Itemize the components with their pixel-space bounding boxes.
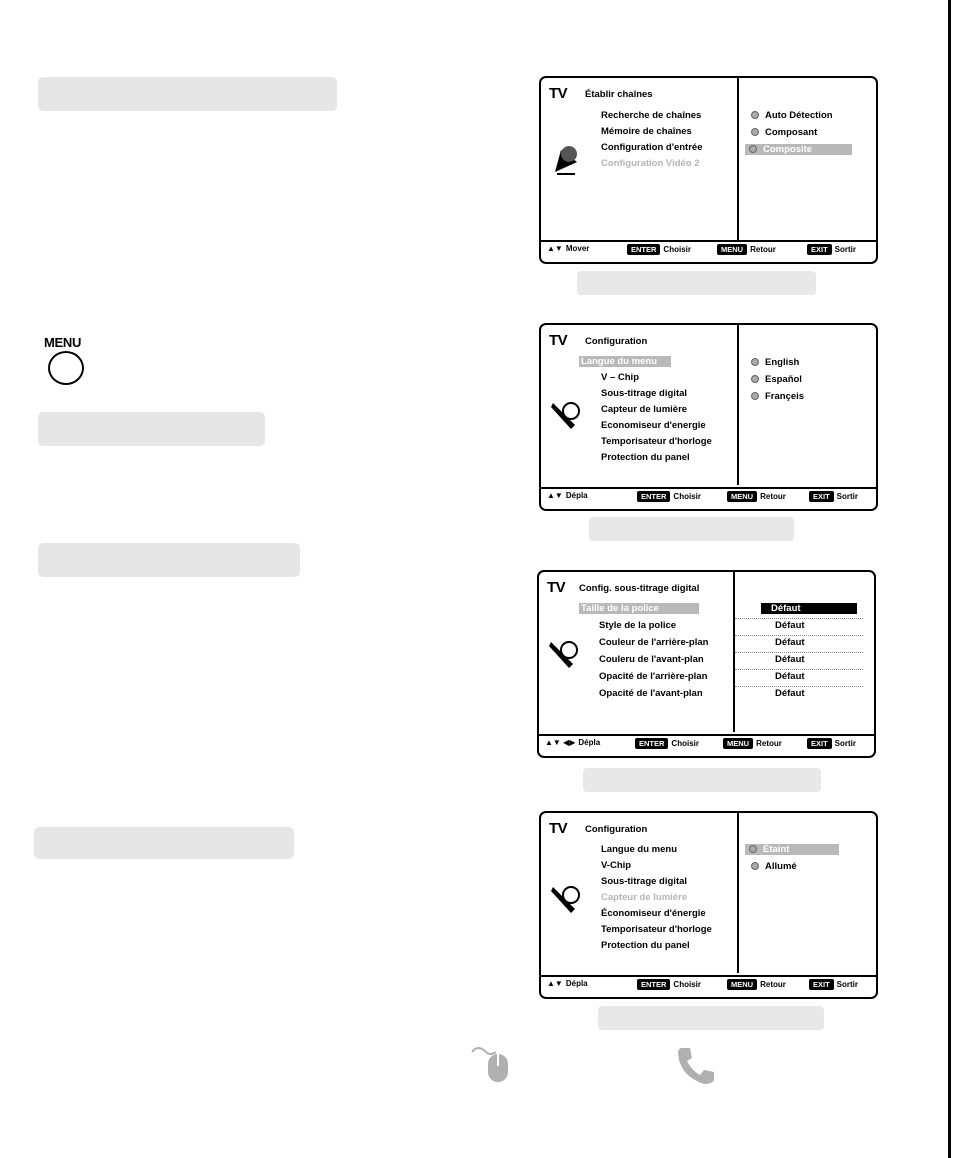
- menu-item[interactable]: V – Chip: [601, 372, 640, 383]
- menu-item[interactable]: Économiseur d'énergie: [601, 908, 706, 919]
- menu-item[interactable]: V-Chip: [601, 860, 632, 871]
- footer-move: ▲▼ ◀▶ Dépla: [545, 738, 601, 747]
- menu-item[interactable]: Style de la police: [599, 620, 677, 631]
- menu-title: Établir chaînes: [585, 89, 653, 100]
- footer-enter: ENTER Choisir: [637, 979, 701, 990]
- footer-menu: MENU Retour: [723, 738, 782, 749]
- footer-menu: MENU Retour: [727, 491, 786, 502]
- footer-exit: EXIT Sortir: [807, 738, 856, 749]
- menu-item[interactable]: Configuration Vidéo 2: [601, 158, 700, 169]
- value-item[interactable]: Défaut: [775, 637, 805, 648]
- menu-item[interactable]: Economiseur d'energie: [601, 420, 706, 431]
- menu-title: Configuration: [585, 336, 648, 347]
- value-item[interactable]: Défaut: [775, 654, 805, 665]
- menu-item[interactable]: Opacité de l'arrière-plan: [599, 671, 708, 682]
- screen1-caption: [577, 271, 816, 295]
- up-down-arrow-icon: ▲▼: [547, 979, 563, 988]
- tools-icon: [551, 881, 581, 915]
- step-label-3: [38, 543, 300, 577]
- up-down-arrow-icon: ▲▼: [547, 244, 563, 253]
- option-item[interactable]: Auto Détection: [751, 110, 833, 121]
- footer-menu: MENU Retour: [717, 244, 776, 255]
- menu-item[interactable]: Temporisateur d'horloge: [601, 436, 712, 447]
- menu-title: Configuration: [585, 824, 648, 835]
- value-dropdown[interactable]: Défaut: [761, 603, 857, 614]
- tv-logo: TV: [549, 332, 568, 349]
- option-item[interactable]: Composant: [751, 127, 817, 138]
- osd-screen-caption-config: [537, 570, 876, 758]
- footer-move: ▲▼ Mover: [547, 244, 590, 253]
- menu-item[interactable]: Protection du panel: [601, 940, 690, 951]
- menu-title: Config. sous-titrage digital: [579, 583, 700, 594]
- option-item-selected[interactable]: Étaint: [745, 844, 839, 855]
- step-label-2: [38, 412, 265, 446]
- footer-exit: EXIT Sortir: [809, 979, 858, 990]
- menu-item[interactable]: Couleru de l'avant-plan: [599, 654, 704, 665]
- screen3-caption: [583, 768, 821, 792]
- value-item[interactable]: Défaut: [775, 620, 805, 631]
- osd-screen-configuration-language: [539, 323, 878, 511]
- option-item[interactable]: English: [751, 357, 799, 368]
- screen4-caption: [598, 1006, 824, 1030]
- menu-button[interactable]: [48, 351, 84, 385]
- value-item[interactable]: Défaut: [775, 671, 805, 682]
- option-item[interactable]: Françeis: [751, 391, 804, 402]
- value-item[interactable]: Défaut: [775, 688, 805, 699]
- menu-item[interactable]: Mémoire de chaînes: [601, 126, 692, 137]
- footer-menu: MENU Retour: [727, 979, 786, 990]
- footer-enter: ENTER Choisir: [637, 491, 701, 502]
- menu-item[interactable]: Sous-titrage digital: [601, 876, 688, 887]
- menu-item-highlighted[interactable]: Capteur de lumière: [601, 892, 688, 903]
- up-down-arrow-icon: ▲▼: [547, 491, 563, 500]
- menu-item-selected[interactable]: Langue du menu: [579, 356, 671, 367]
- menu-item[interactable]: Capteur de lumière: [601, 404, 688, 415]
- footer-enter: ENTER Choisir: [635, 738, 699, 749]
- menu-item[interactable]: Protection du panel: [601, 452, 690, 463]
- osd-screen-channel-setup: [539, 76, 878, 264]
- phone-icon: [674, 1044, 716, 1086]
- option-item-selected[interactable]: Composite: [745, 144, 852, 155]
- menu-item[interactable]: Couleur de l'arrière-plan: [599, 637, 709, 648]
- screen2-caption: [589, 517, 794, 541]
- mouse-icon: [470, 1042, 514, 1084]
- step-label-4: [34, 827, 294, 859]
- menu-item[interactable]: Sous-titrage digital: [601, 388, 688, 399]
- footer-move: ▲▼ Dépla: [547, 491, 588, 500]
- osd-screen-configuration-light-sensor: [539, 811, 878, 999]
- page-edge-line: [948, 0, 951, 1158]
- tv-logo: TV: [549, 85, 568, 102]
- tools-icon: [549, 636, 579, 670]
- menu-item[interactable]: Configuration d'entrée: [601, 142, 703, 153]
- menu-item[interactable]: Opacité de l'avant-plan: [599, 688, 703, 699]
- footer-move: ▲▼ Dépla: [547, 979, 588, 988]
- footer-exit: EXIT Sortir: [809, 491, 858, 502]
- option-item[interactable]: Allumé: [751, 861, 797, 872]
- menu-item-selected[interactable]: Taille de la police: [579, 603, 699, 614]
- footer-exit: EXIT Sortir: [807, 244, 856, 255]
- footer-enter: ENTER Choisir: [627, 244, 691, 255]
- menu-item[interactable]: Recherche de chaînes: [601, 110, 702, 121]
- menu-button-label: MENU: [44, 335, 82, 350]
- arrows-icon: ▲▼ ◀▶: [545, 738, 576, 747]
- step-label-1: [38, 77, 337, 111]
- tools-icon: [551, 397, 581, 431]
- tv-logo: TV: [549, 820, 568, 837]
- menu-item[interactable]: Temporisateur d'horloge: [601, 924, 712, 935]
- option-item[interactable]: Español: [751, 374, 802, 385]
- tv-logo: TV: [547, 579, 566, 596]
- menu-item[interactable]: Langue du menu: [601, 844, 677, 855]
- satellite-dish-icon: [551, 142, 581, 176]
